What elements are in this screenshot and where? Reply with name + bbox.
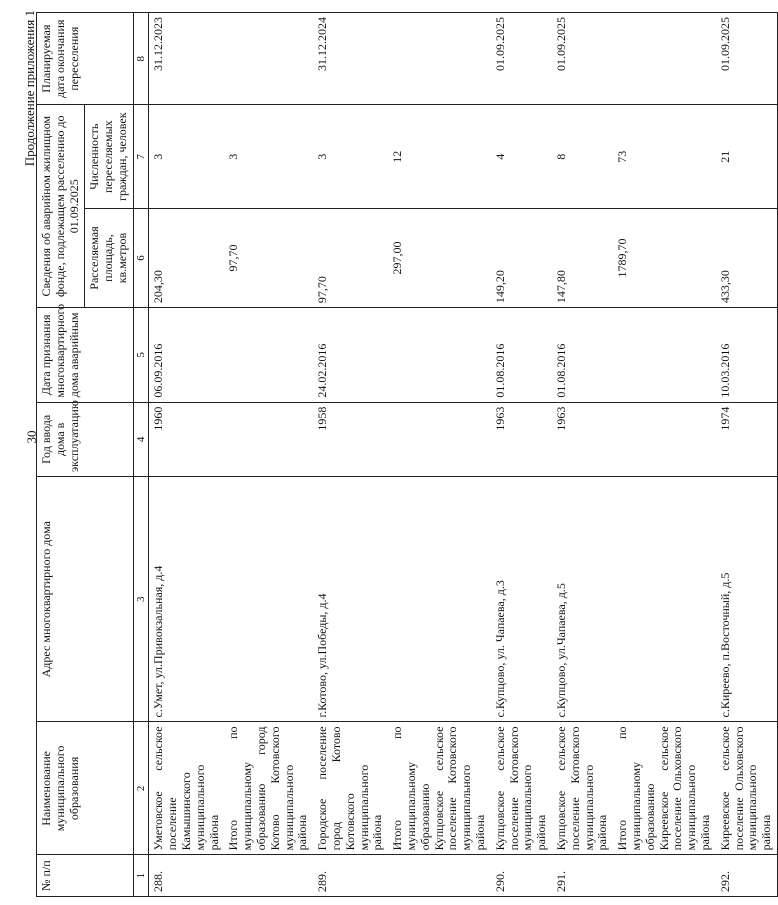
- cell-num: 288.: [149, 855, 224, 897]
- cell-address: [613, 476, 716, 721]
- cell-planned-date: [388, 13, 491, 105]
- col-number: 4: [133, 402, 149, 476]
- cell-planned-date: [224, 13, 313, 105]
- cell-address: с.Умет, ул.Привокзальная, д.4: [149, 476, 224, 721]
- cell-date: 01.08.2016: [491, 308, 552, 403]
- cell-date: 24.02.2016: [313, 308, 388, 403]
- table-row: [491, 13, 552, 897]
- header-num: № п/п: [37, 855, 134, 897]
- cell-municipality: Городское поселение город Котово Котовского муниципального района: [313, 722, 388, 855]
- cell-num: [224, 855, 313, 897]
- cell-date: [613, 308, 716, 403]
- page-number: 30: [24, 430, 39, 444]
- cell-people: 12: [388, 105, 491, 209]
- cell-municipality: Купцовское сельское поселение Котовского муниципального района: [552, 722, 613, 855]
- cell-num: [613, 855, 716, 897]
- cell-area: 204,30: [149, 209, 224, 308]
- cell-planned-date: [613, 13, 716, 105]
- cell-people: 21: [716, 105, 778, 209]
- cell-year: 1974: [716, 402, 778, 476]
- cell-address: [224, 476, 313, 721]
- col-number: 6: [133, 209, 149, 308]
- cell-planned-date: 01.09.2025: [491, 13, 552, 105]
- header-address: Адрес многоквартирного дома: [37, 476, 134, 721]
- table-row: [149, 13, 224, 897]
- cell-area: 97,70: [224, 209, 313, 308]
- cell-address: [388, 476, 491, 721]
- cell-people: 3: [224, 105, 313, 209]
- cell-date: [224, 308, 313, 403]
- cell-area: 147,80: [552, 209, 613, 308]
- cell-num: 289.: [313, 855, 388, 897]
- cell-area: 433,30: [716, 209, 778, 308]
- table-row: [613, 13, 716, 897]
- table-row: [388, 13, 491, 897]
- cell-people: 3: [149, 105, 224, 209]
- cell-year: 1963: [491, 402, 552, 476]
- cell-year: [613, 402, 716, 476]
- header-planned-date: Планируемая дата окончания переселения: [37, 13, 134, 105]
- cell-people: 73: [613, 105, 716, 209]
- cell-num: [388, 855, 491, 897]
- cell-planned-date: 31.12.2023: [149, 13, 224, 105]
- cell-planned-date: 31.12.2024: [313, 13, 388, 105]
- cell-planned-date: 01.09.2025: [552, 13, 613, 105]
- cell-year: 1958: [313, 402, 388, 476]
- cell-area: 97,70: [313, 209, 388, 308]
- cell-date: 06.09.2016: [149, 308, 224, 403]
- cell-planned-date: 01.09.2025: [716, 13, 778, 105]
- cell-year: 1963: [552, 402, 613, 476]
- header-year: Год ввода дома в эксплуатацию: [37, 402, 134, 476]
- cell-date: [388, 308, 491, 403]
- table-row: [716, 13, 778, 897]
- cell-municipality: Купцовское сельское поселение Котовского муниципального района: [491, 722, 552, 855]
- housing-table: [36, 12, 778, 897]
- cell-municipality: Итого по муниципальному образованию город Котово Котовского муниципального района: [224, 722, 313, 855]
- col-number: 3: [133, 476, 149, 721]
- cell-year: 1960: [149, 402, 224, 476]
- cell-year: [388, 402, 491, 476]
- cell-num: 291.: [552, 855, 613, 897]
- cell-people: 8: [552, 105, 613, 209]
- cell-area: 1789,70: [613, 209, 716, 308]
- cell-date: 01.08.2016: [552, 308, 613, 403]
- cell-municipality: Итого по муниципальному образованию Купцовское сельское поселение Котовского муниципального района: [388, 722, 491, 855]
- cell-people: 4: [491, 105, 552, 209]
- table-row: [313, 13, 388, 897]
- cell-municipality: Итого по муниципальному образованию Киреевское сельское поселение Ольховского муниципального района: [613, 722, 716, 855]
- cell-address: г.Котово, ул.Победы, д.4: [313, 476, 388, 721]
- cell-num: 290.: [491, 855, 552, 897]
- cell-address: с.Киреево, п.Восточный, д.5: [716, 476, 778, 721]
- col-number: 8: [133, 13, 149, 105]
- cell-date: 10.03.2016: [716, 308, 778, 403]
- table-row: [552, 13, 613, 897]
- cell-people: 3: [313, 105, 388, 209]
- cell-municipality: Уметовское сельское поселение Камышинского муниципального района: [149, 722, 224, 855]
- header-info-group: Сведения об аварийном жилищном фонде, подлежащем расселению до 01.09.2025: [37, 105, 85, 308]
- header-area: Расселяемая площадь, кв.метров: [85, 209, 133, 308]
- cell-municipality: Киреевское сельское поселение Ольховского муниципального района: [716, 722, 778, 855]
- col-number: 5: [133, 308, 149, 403]
- col-number: 2: [133, 722, 149, 855]
- cell-address: с.Купцово, ул. Чапаева, д.3: [491, 476, 552, 721]
- cell-area: 297,00: [388, 209, 491, 308]
- header-date: Дата признания многоквартирного дома аварийным: [37, 308, 134, 403]
- col-number: 7: [133, 105, 149, 209]
- cell-num: 292.: [716, 855, 778, 897]
- cell-area: 149,20: [491, 209, 552, 308]
- header-people: Численность переселяемых граждан, человек: [85, 105, 133, 209]
- header-municipality: Наименование муниципального образования: [37, 722, 134, 855]
- col-number: 1: [133, 855, 149, 897]
- table-row: [224, 13, 313, 897]
- cell-year: [224, 402, 313, 476]
- continuation-note: Продолжение приложения 1: [22, 10, 37, 167]
- cell-address: с.Купцово, ул.Чапаева, д.5: [552, 476, 613, 721]
